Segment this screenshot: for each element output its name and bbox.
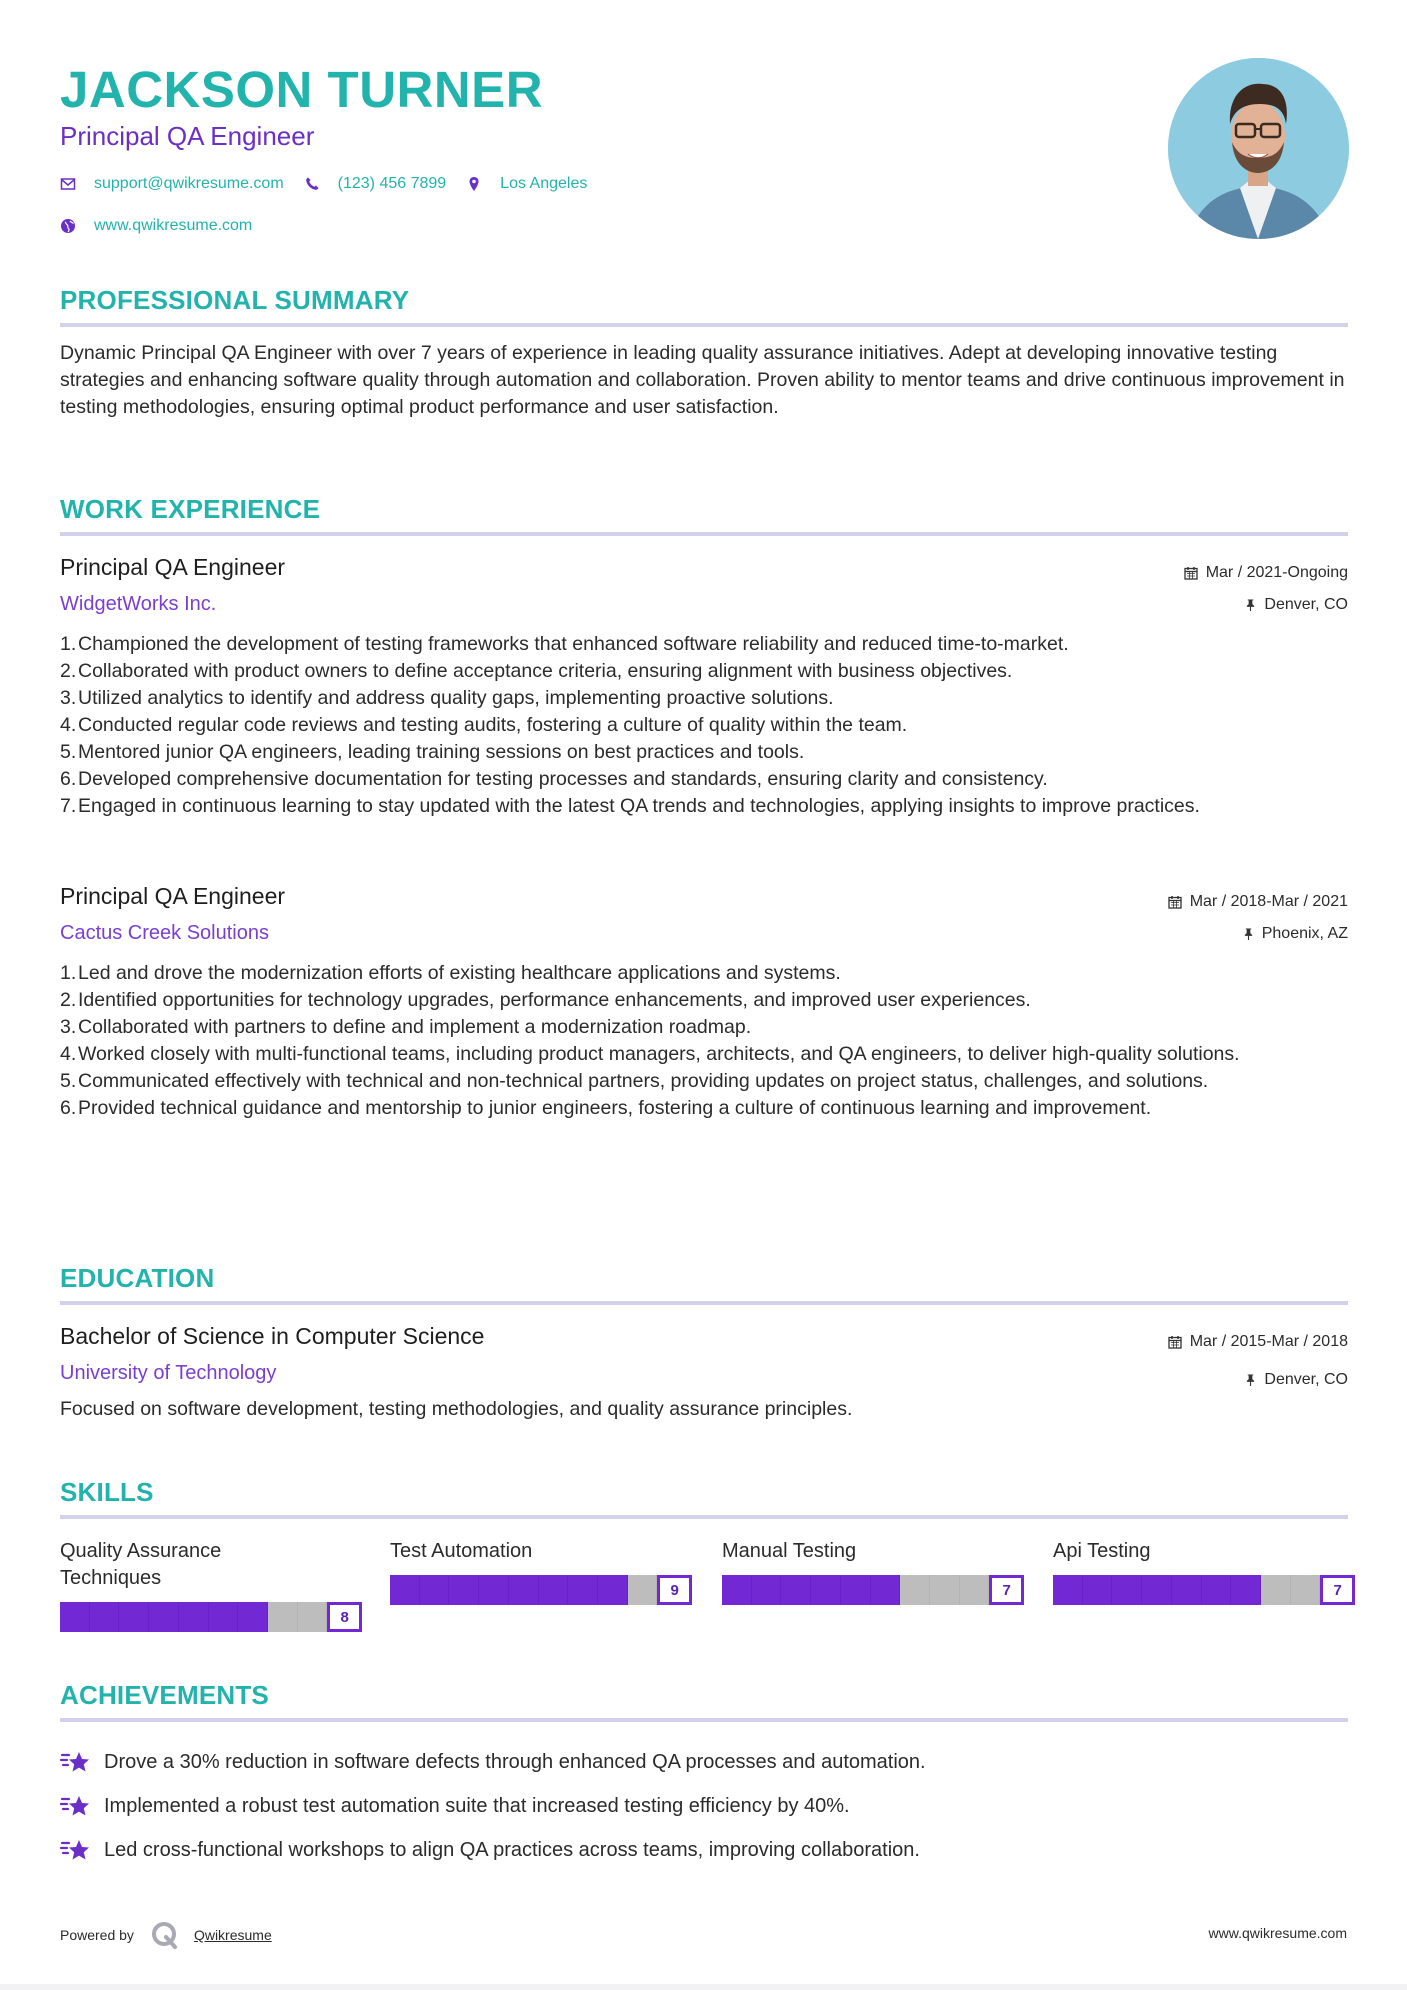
profile-photo	[1168, 58, 1349, 239]
person-portrait-icon	[1168, 58, 1349, 239]
education-location-text: Denver, CO	[1264, 1371, 1348, 1388]
section-divider	[60, 1515, 1348, 1519]
calendar-icon	[1184, 566, 1198, 580]
skill-name: Manual Testing	[722, 1540, 857, 1562]
skill-score: 9	[657, 1575, 692, 1605]
bullet-item: 6. Provided technical guidance and mentorship to junior engineers, fostering a culture of continuous learning and improvement.	[60, 1097, 1152, 1119]
calendar-icon	[1168, 895, 1182, 909]
skill-level-bar	[722, 1575, 1024, 1605]
bullet-item: 2. Identified opportunities for technology upgrades, performance enhancements, and improved user experiences.	[60, 989, 1031, 1011]
section-divider	[60, 323, 1348, 327]
shooting-star-icon	[60, 1749, 90, 1775]
education-description: Focused on software development, testing methodologies, and quality assurance principles.	[60, 1398, 853, 1420]
achievement-item	[60, 1835, 920, 1865]
skill-item	[60, 1538, 362, 1626]
shooting-star-icon	[60, 1837, 90, 1863]
footer-powered-by	[60, 1920, 272, 1950]
bullet-item: 5. Communicated effectively with technical and non-technical partners, providing updates on project status, challenges, and solutions.	[60, 1070, 1209, 1092]
section-title-summary: PROFESSIONAL SUMMARY	[60, 285, 410, 315]
contact-email[interactable]	[60, 175, 304, 193]
job-location	[1245, 594, 1348, 616]
map-pin-icon	[466, 176, 482, 192]
footer-site-link[interactable]: www.qwikresume.com	[1208, 1925, 1347, 1941]
job-location-text: Denver, CO	[1264, 596, 1348, 613]
section-divider	[60, 532, 1348, 536]
envelope-icon	[60, 176, 76, 192]
pushpin-icon	[1243, 927, 1254, 941]
contact-location	[466, 175, 587, 193]
job-title: Principal QA Engineer	[60, 554, 286, 580]
candidate-title: Principal QA Engineer	[60, 121, 315, 151]
skill-item	[1053, 1538, 1355, 1599]
pushpin-icon	[1245, 598, 1256, 612]
contact-row	[60, 172, 587, 196]
bullet-item: 5. Mentored junior QA engineers, leading training sessions on best practices and tools.	[60, 741, 805, 763]
skill-name: Api Testing	[1053, 1540, 1151, 1562]
summary-text: Dynamic Principal QA Engineer with over 7 years of experience in leading quality assurance initiatives. Adept at developing innovative testing strategies and enhancing software quality through automation and collaboration. Proven ability to mentor teams and drive continuous improvement in testing methodologies, ensuring optimal product performance and user satisfaction.	[60, 342, 1345, 418]
job-bullets	[60, 631, 1350, 820]
achievement-item	[60, 1791, 850, 1821]
job-bullets	[60, 960, 1350, 1122]
section-title-education: EDUCATION	[60, 1263, 215, 1293]
achievement-item	[60, 1747, 926, 1777]
job-dates	[1168, 891, 1348, 913]
education-degree: Bachelor of Science in Computer Science	[60, 1323, 485, 1349]
email-text: support@qwikresume.com	[94, 175, 284, 192]
powered-by-label: Powered by	[60, 1927, 134, 1943]
qwikresume-logo-icon	[150, 1920, 180, 1950]
shooting-star-icon	[60, 1793, 90, 1819]
candidate-name: JACKSON TURNER	[60, 61, 544, 118]
contact-website[interactable]	[60, 217, 252, 235]
location-text: Los Angeles	[500, 175, 588, 192]
job-title: Principal QA Engineer	[60, 883, 286, 909]
bullet-item: 3. Collaborated with partners to define and implement a modernization roadmap.	[60, 1016, 752, 1038]
education-dates-text: Mar / 2015-Mar / 2018	[1189, 1333, 1348, 1350]
calendar-icon	[1168, 1335, 1182, 1349]
bullet-item: 4. Conducted regular code reviews and testing audits, fostering a culture of quality within the team.	[60, 714, 908, 736]
education-dates	[1168, 1331, 1348, 1353]
job-location	[1243, 923, 1348, 945]
website-text: www.qwikresume.com	[94, 217, 253, 234]
qwikresume-link[interactable]: Qwikresume	[193, 1927, 272, 1943]
job-company: Cactus Creek Solutions	[60, 922, 269, 944]
skill-item	[390, 1538, 692, 1599]
skill-level-bar	[1053, 1575, 1355, 1605]
achievement-text: Drove a 30% reduction in software defects through enhanced QA processes and automation.	[104, 1750, 926, 1773]
skill-score: 8	[327, 1602, 362, 1632]
bullet-item: 6. Developed comprehensive documentation for testing processes and standards, ensuring clarity and consistency.	[60, 768, 1048, 790]
bullet-item: 1. Championed the development of testing frameworks that enhanced software reliability and reduced time-to-market.	[60, 633, 1069, 655]
bullet-item: 3. Utilized analytics to identify and address quality gaps, implementing proactive solutions.	[60, 687, 834, 709]
bullet-item: 1. Led and drove the modernization efforts of existing healthcare applications and systems.	[60, 962, 841, 984]
skill-score: 7	[989, 1575, 1024, 1605]
job-dates-text: Mar / 2018-Mar / 2021	[1189, 893, 1348, 910]
pushpin-icon	[1245, 1373, 1256, 1387]
phone-text: (123) 456 7899	[337, 175, 447, 192]
skill-score: 7	[1320, 1575, 1355, 1605]
page-bottom-edge	[0, 1984, 1407, 1990]
section-divider	[60, 1301, 1348, 1305]
skill-item	[722, 1538, 1024, 1599]
bullet-item: 4. Worked closely with multi-functional teams, including product managers, architects, and QA engineers, to deliver high-quality solutions.	[60, 1043, 1240, 1065]
section-divider	[60, 1718, 1348, 1722]
contact-phone[interactable]	[304, 175, 467, 193]
achievement-text: Implemented a robust test automation suite that increased testing efficiency by 40%.	[104, 1794, 850, 1817]
skill-name: Quality Assurance Techniques	[60, 1540, 222, 1589]
contact-row-website	[60, 214, 252, 238]
bullet-item: 2. Collaborated with product owners to define acceptance criteria, ensuring alignment with business objectives.	[60, 660, 1013, 682]
skill-name: Test Automation	[390, 1540, 533, 1562]
skill-level-bar	[60, 1602, 362, 1632]
section-title-achievements: ACHIEVEMENTS	[60, 1680, 269, 1710]
phone-icon	[304, 176, 320, 192]
job-company: WidgetWorks Inc.	[60, 593, 217, 615]
job-location-text: Phoenix, AZ	[1261, 925, 1348, 942]
section-title-experience: WORK EXPERIENCE	[60, 494, 321, 524]
achievement-text: Led cross-functional workshops to align QA practices across teams, improving collaboration.	[104, 1838, 920, 1861]
education-school: University of Technology	[60, 1362, 277, 1384]
skill-level-bar	[390, 1575, 692, 1605]
job-dates-text: Mar / 2021-Ongoing	[1205, 564, 1348, 581]
section-title-skills: SKILLS	[60, 1477, 154, 1507]
job-dates	[1184, 562, 1348, 584]
education-location	[1245, 1369, 1348, 1391]
bullet-item: 7. Engaged in continuous learning to stay updated with the latest QA trends and technologies, applying insights to improve practices.	[60, 795, 1200, 817]
globe-icon	[60, 218, 76, 234]
